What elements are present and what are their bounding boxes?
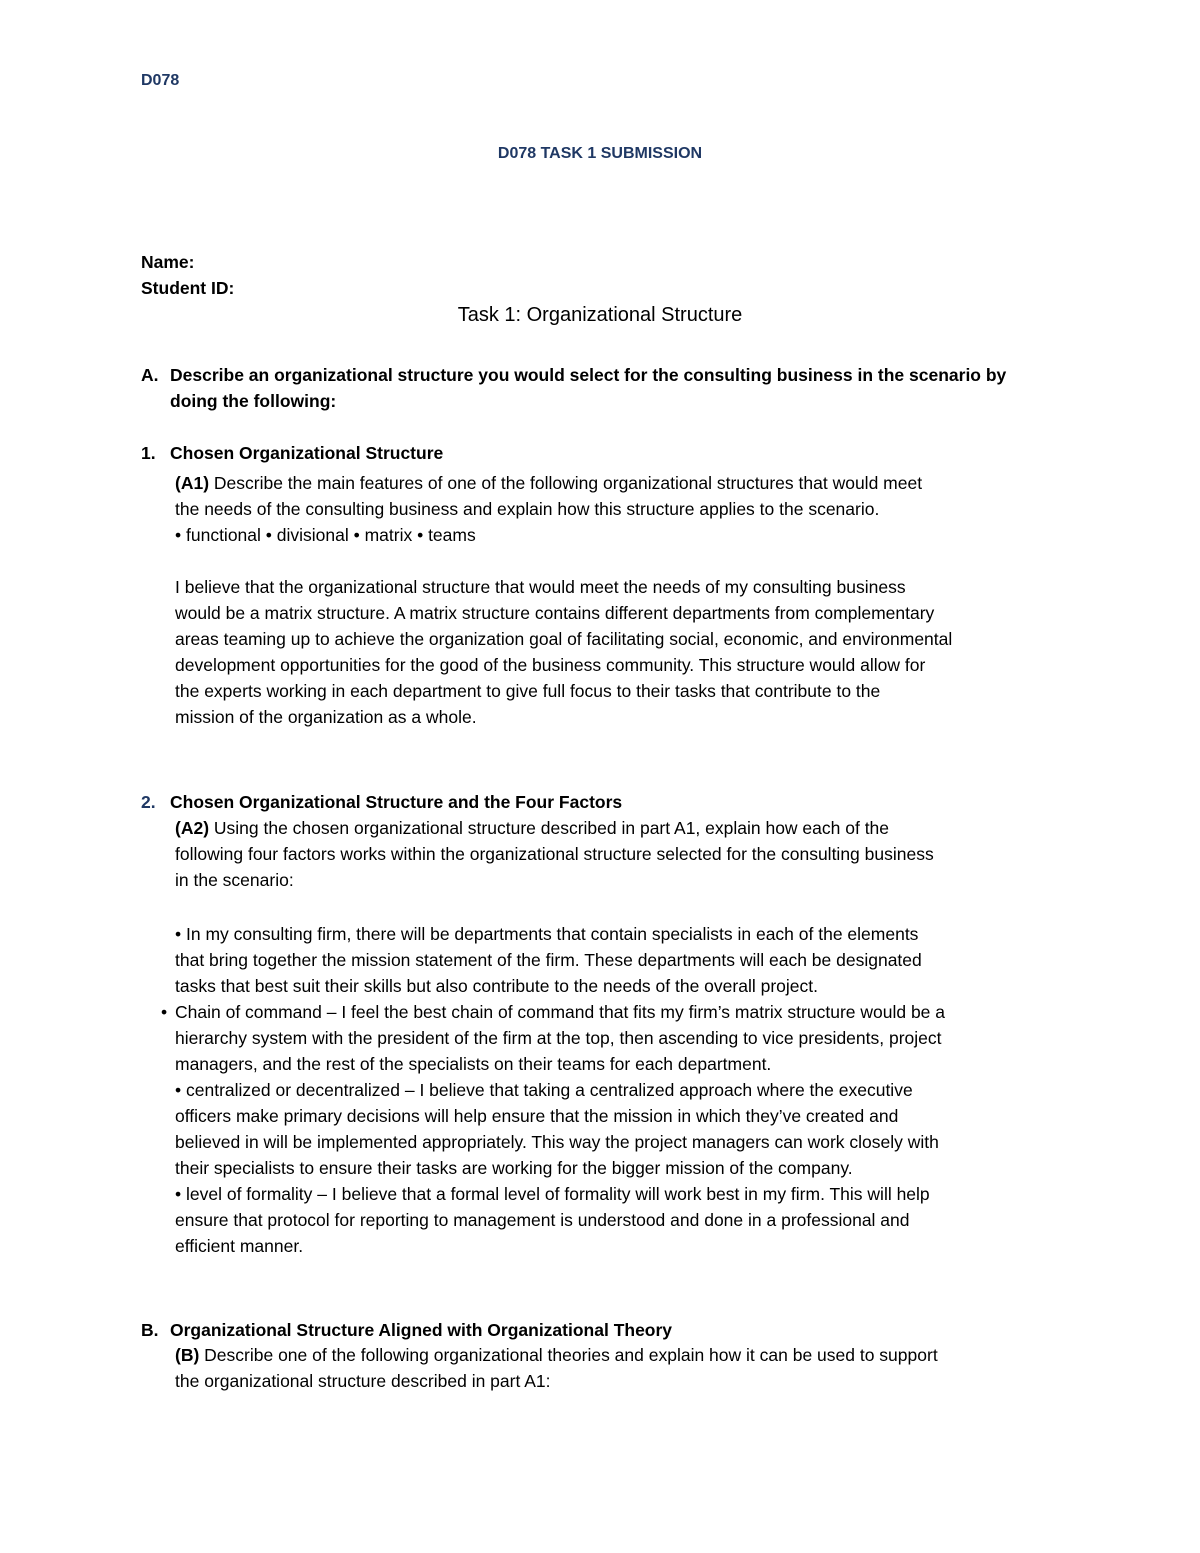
- item-2-bullet-specialization: [175, 921, 1075, 999]
- item-2-marker: 2.: [141, 792, 156, 812]
- bullet-line: • In my consulting firm, there will be departments that contain specialists in each of the elements: [175, 924, 919, 944]
- item-1-answer-line: would be a matrix structure. A matrix structure contains different departments from complementary: [175, 603, 935, 623]
- bullet-line: ensure that protocol for reporting to management is understood and done in a professional and: [175, 1210, 910, 1230]
- bullet-line: Chain of command – I feel the best chain of command that fits my firm’s matrix structure would be a: [175, 1002, 946, 1022]
- item-1-answer-line: I believe that the organizational structure that would meet the needs of my consulting business: [175, 577, 906, 597]
- section-b-prompt-tag: (B): [175, 1345, 200, 1365]
- section-b-prompt-line: Describe one of the following organizational theories and explain how it can be used to support: [199, 1345, 938, 1365]
- item-1-prompt: [175, 470, 1075, 548]
- bullet-line: hierarchy system with the president of the firm at the top, then ascending to vice presidents, project: [175, 1028, 942, 1048]
- item-2-prompt: [175, 815, 1075, 893]
- section-b-prompt-line: the organizational structure described in part A1:: [175, 1371, 551, 1391]
- item-1-answer-line: the experts working in each department to give full focus to their tasks that contribute to the: [175, 681, 881, 701]
- task-title: Task 1: Organizational Structure: [457, 304, 743, 326]
- section-a-heading: [170, 362, 1070, 414]
- item-2-prompt-line: in the scenario:: [175, 870, 294, 890]
- bullet-line: officers make primary decisions will help ensure that the mission in which they’ve created and: [175, 1106, 899, 1126]
- section-b-heading: Organizational Structure Aligned with Organizational Theory: [170, 1320, 673, 1340]
- item-2-prompt-line: Using the chosen organizational structure described in part A1, explain how each of the: [209, 818, 890, 838]
- bullet-line: believed in will be implemented appropriately. This way the project managers can work closely with: [175, 1132, 939, 1152]
- bullet-line: • level of formality – I believe that a formal level of formality will work best in my firm. This will help: [175, 1184, 930, 1204]
- item-1-answer: [175, 574, 1075, 730]
- item-2-bullet-chain-of-command: [175, 999, 1075, 1077]
- bullet-line: • centralized or decentralized – I believe that taking a centralized approach where the executive: [175, 1080, 913, 1100]
- name-label: Name:: [141, 252, 195, 272]
- item-2-prompt-tag: (A2): [175, 818, 210, 838]
- item-1-prompt-tag: (A1): [175, 473, 210, 493]
- bullet-line: tasks that best suit their skills but also contribute to the needs of the overall project.: [175, 976, 818, 996]
- section-a-marker: A.: [141, 365, 159, 385]
- item-2-bullet-formality: [175, 1181, 1075, 1259]
- item-1-answer-line: mission of the organization as a whole.: [175, 707, 477, 727]
- bullet-line: efficient manner.: [175, 1236, 304, 1256]
- item-1-prompt-line: Describe the main features of one of the following organizational structures that would meet: [209, 473, 923, 493]
- item-1-prompt-line: the needs of the consulting business and explain how this structure applies to the scenario.: [175, 499, 880, 519]
- section-b-prompt: [175, 1342, 1075, 1394]
- item-1-answer-line: development opportunities for the good of the business community. This structure would allow for: [175, 655, 926, 675]
- item-2-prompt-line: following four factors works within the organizational structure selected for the consulting business: [175, 844, 934, 864]
- section-b-marker: B.: [141, 1320, 159, 1340]
- course-code-header: D078: [141, 72, 180, 89]
- item-2-heading: Chosen Organizational Structure and the Four Factors: [170, 792, 623, 812]
- bullet-line: that bring together the mission statement of the firm. These departments will each be designated: [175, 950, 922, 970]
- document-title: D078 TASK 1 SUBMISSION: [497, 145, 703, 162]
- student-id-label: Student ID:: [141, 278, 235, 298]
- item-1-marker: 1.: [141, 443, 156, 463]
- item-1-answer-line: areas teaming up to achieve the organization goal of facilitating social, economic, and environmental: [175, 629, 953, 649]
- item-1-options: • functional • divisional • matrix • teams: [175, 525, 476, 545]
- item-1-heading: Chosen Organizational Structure: [170, 443, 444, 463]
- section-a-line: Describe an organizational structure you would select for the consulting business in the scenario by: [170, 365, 1007, 385]
- bullet-line: managers, and the rest of the specialists on their teams for each department.: [175, 1054, 772, 1074]
- bullet-marker: •: [161, 1002, 168, 1022]
- item-2-bullet-centralization: [175, 1077, 1075, 1181]
- bullet-line: their specialists to ensure their tasks are working for the bigger mission of the company.: [175, 1158, 853, 1178]
- section-a-line: doing the following:: [170, 391, 337, 411]
